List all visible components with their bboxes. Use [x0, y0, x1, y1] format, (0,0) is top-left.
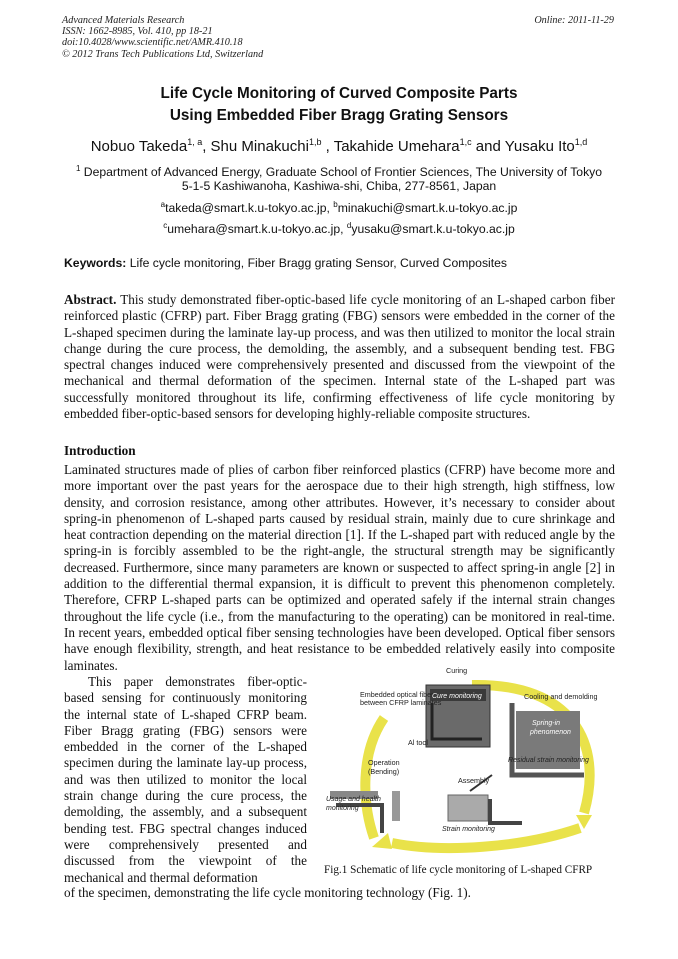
- author-name: Takahide Umehara: [333, 138, 460, 155]
- label-assembly: Assembly: [458, 776, 490, 785]
- paper-title-line2: Using Embedded Fiber Bragg Grating Sensors: [169, 107, 509, 124]
- label-embedded-2: between CFRP laminates: [360, 698, 442, 707]
- label-spring-2: phenomenon: [530, 729, 571, 736]
- assembly-block: [448, 795, 488, 821]
- label-usage-2: monitoring: [326, 805, 359, 812]
- issn: ISSN: 1662-8985, Vol. 410, pp 18-21: [62, 26, 213, 38]
- email-d: yusaku@smart.k.u-tokyo.ac.jp: [351, 222, 515, 237]
- label-spring-1: Spring-in: [532, 720, 561, 727]
- label-residual: Residual strain monitoring: [508, 757, 589, 764]
- label-strain: Strain monitoring: [442, 826, 495, 833]
- label-cure-monitoring: Cure monitoring: [432, 693, 482, 700]
- author-sup: 1,c: [459, 137, 472, 147]
- email-line1: $^a$takeda@smart.k.u-tokyo.ac.jp, $^b$minakuchi@smart.k.u-tokyo.ac.jp: [160, 200, 518, 216]
- intro-paragraph-2-end: of the specimen, demonstrating the life cycle monitoring technology (Fig. 1).: [64, 885, 471, 900]
- bending-load: [392, 791, 400, 821]
- affiliation-line2: 5-1-5 Kashiwanoha, Kashiwa-shi, Chiba, 277-8561, Japan: [181, 179, 497, 193]
- email-line2: $^c$umehara@smart.k.u-tokyo.ac.jp, $^d$yusaku@smart.k.u-tokyo.ac.jp: [163, 221, 515, 237]
- author-sup: 1,d: [574, 137, 588, 147]
- online-date: Online: 2011-11-29: [534, 15, 614, 26]
- label-al-tool: Al tool: [408, 738, 428, 747]
- author-name: Nobuo Takeda: [90, 138, 188, 155]
- assembly-specimen: [490, 799, 522, 823]
- keywords-text: Life cycle monitoring, Fiber Bragg grating Sensor, Curved Composites: [129, 256, 508, 270]
- author-sup: 1, a: [187, 137, 203, 147]
- affiliation-line1: $^1$ Department of Advanced Energy, Graduate School of Frontier Sciences, The University of Tokyo: [75, 164, 603, 180]
- doi: doi:10.4028/www.scientific.net/AMR.410.18: [62, 37, 243, 49]
- email-b: minakuchi@smart.k.u-tokyo.ac.jp: [337, 201, 518, 216]
- label-embedded-1: Embedded optical fiber: [360, 690, 434, 699]
- figure-caption: Fig.1 Schematic of life cycle monitoring of L-shaped CFRP: [324, 864, 593, 876]
- keywords-label: Keywords:: [64, 256, 127, 270]
- paper-title-line1: Life Cycle Monitoring of Curved Composite Parts: [160, 85, 518, 102]
- keywords: [64, 256, 507, 270]
- journal-header: [62, 15, 263, 60]
- email-a: takeda@smart.k.u-tokyo.ac.jp,: [165, 201, 330, 216]
- label-usage-1: Usage and health: [326, 796, 381, 803]
- abstract-text: This study demonstrated fiber-optic-based life cycle monitoring of an L-shaped carbon fiber reinforced plastic (CFRP) part. Fiber Bragg grating (FBG) sensors were embedded in the corner of the L-shaped specimen during the laminate lay-up process, and was then utilized to monitor the local strain change during the cure process, the demolding, the assembly, and a subsequent bending test. FBG spectral changes induced were comprehensively presented and discussed from the viewpoint of the mechanical and thermal deformation of the specimen. Internal state of the L-shaped part was successfully monitored throughout its life, confirming effectiveness of life cycle monitoring by embedded fiber-optic-based sensors for developing highly-reliable composite structures.: [64, 292, 615, 422]
- abstract-label: Abstract.: [64, 292, 117, 307]
- label-operation-2: (Bending): [368, 767, 400, 776]
- lifecycle-schematic-figure: [322, 663, 616, 865]
- label-operation-1: Operation: [368, 758, 400, 767]
- email-c: umehara@smart.k.u-tokyo.ac.jp,: [167, 222, 344, 237]
- label-curing: Curing: [446, 666, 468, 675]
- affiliation-sup: 1: [75, 164, 81, 173]
- label-cooling: Cooling and demolding: [524, 692, 598, 701]
- intro-paragraph-2: This paper demonstrates fiber-optic-based sensing for continuously monitoring the internal state of L-shaped CFRP beam. Fiber Bragg grating (FBG) sensors were embedded in the corner of the L-shaped specimen during the laminate lay-up process, and was then utilized to monitor the local strain change during the cure process, the demolding, the assembly, and a subsequent bending test. FBG spectral changes induced were comprehensively presented and discussed from the viewpoint of the mechanical and thermal deformation: [64, 674, 307, 885]
- author-name: Shu Minakuchi: [210, 138, 309, 155]
- section-heading-introduction: Introduction: [64, 443, 136, 458]
- author-sup: 1,b: [308, 137, 322, 147]
- intro-paragraph-1: Laminated structures made of plies of carbon fiber reinforced plastics (CFRP) have become more and more important over the past years for the aerospace due to their high strength, high stiffness, low density, and corrosion resistance, among other attributes. However, it’s necessary to consider about spring-in phenomenon of L-shaped parts caused by residual strain, mainly due to cure shrinkage and heat contraction depending on the material direction [1]. If the L-shaped part with reduced angle by the spring-in is forcibly assembled to be the right-angle, the structural strength may be significantly decreased. Furthermore, since many parameters are known or suspected to affect spring-in angle [2] in addition to the differential thermal expansion, it is difficult to prevent this phenomenon completely. Therefore, CFRP L-shaped parts can be optimized and operated safely if the internal strain changes throughout the life cycle (i.e., from the manufacturing to the operating) can be monitored in real-time. In recent years, embedded optical fiber sensing technologies have been developed. Optical fiber sensors have enough flexibility, strength, and heat resistance to be embedded relatively easily into composite laminates.: [64, 462, 615, 673]
- author-name: Yusaku Ito: [504, 138, 575, 155]
- copyright: © 2012 Trans Tech Publications Ltd, Switzerland: [62, 48, 264, 60]
- abstract: [64, 292, 615, 422]
- journal-name: Advanced Materials Research: [62, 15, 185, 26]
- author-list: Nobuo Takeda$^{1, a}$, Shu Minakuchi$^{1,b}$ , Takahide Umehara$^{1,c}$ and Yusaku Ito$^{1,d}$: [90, 137, 588, 155]
